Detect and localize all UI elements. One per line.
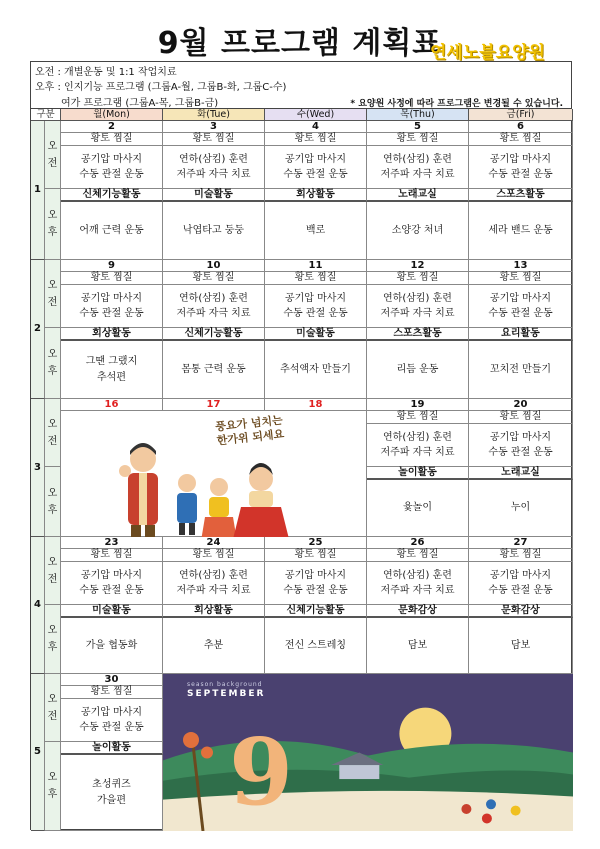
pm-program-cell: 담보 [367,618,469,674]
label-am: 오 전 [45,260,61,328]
org-name: 연세노블요양원 [430,43,545,63]
september-banner [163,674,573,831]
banner-number: 9 [229,718,294,826]
header-day-4: 목(Thu) [367,109,469,121]
header-day-5: 금(Fri) [469,109,573,121]
date-cell: 2 [61,121,163,133]
week-number: 4 [31,537,45,674]
pm-program-cell: 그땐 그랬지 추석편 [61,341,163,399]
pm-category-cell: 요리활동 [469,328,573,341]
change-notice: * 요양원 사정에 따라 프로그램은 변경될 수 있습니다. [350,99,563,109]
am-top-cell: 황토 찜질 [163,272,265,285]
week-number: 1 [31,121,45,260]
pm-category-cell: 노래교실 [367,189,469,202]
family-hanbok-icon [61,411,367,537]
am-program-cell: 공기압 마사지 수동 관절 운동 [265,146,367,189]
pm-category-cell: 놀이활동 [367,467,469,480]
pm-category-cell: 신체기능활동 [265,605,367,618]
date-cell: 4 [265,121,367,133]
date-cell: 12 [367,260,469,272]
pm-program-cell: 낙엽타고 둥둥 [163,202,265,260]
label-pm: 오 후 [45,467,61,537]
am-top-cell: 황토 찜질 [61,549,163,562]
info-box [30,61,572,108]
pm-program-cell: 가을 협동화 [61,618,163,674]
pm-program-cell: 추분 [163,618,265,674]
date-cell: 27 [469,537,573,549]
pm-category-cell: 스포츠활동 [469,189,573,202]
pm-program-cell: 몸통 근력 운동 [163,341,265,399]
date-cell: 3 [163,121,265,133]
holiday-greeting: 풍요가 넘치는 한가위 되세요 [214,413,285,448]
am-program-cell: 연하(삼킴) 훈련 저주파 자극 치료 [163,146,265,189]
holiday-illustration-area [61,411,367,537]
header-day-1: 월(Mon) [61,109,163,121]
am-top-cell: 황토 찜질 [367,411,469,424]
label-pm: 오 후 [45,328,61,399]
label-am: 오 전 [45,399,61,467]
am-program-cell: 공기압 마사지 수동 관절 운동 [265,562,367,605]
pm-program-cell: 꼬치전 만들기 [469,341,573,399]
am-program-cell: 공기압 마사지 수동 관절 운동 [61,699,163,742]
date-cell: 30 [61,674,163,686]
page-title: 9월 프로그램 계획표 [157,26,443,61]
info-line-am: 오전 : 개별운동 및 1:1 작업치료 [35,67,177,78]
pm-program-cell: 어깨 근력 운동 [61,202,163,260]
banner-caption: season background [187,681,263,688]
header-day-3: 수(Wed) [265,109,367,121]
date-cell: 16 [61,399,163,411]
week-number: 3 [31,399,45,537]
pm-program-cell: 리듬 운동 [367,341,469,399]
am-program-cell: 연하(삼킴) 훈련 저주파 자극 치료 [163,285,265,328]
label-pm: 오 후 [45,189,61,260]
header-day-2: 화(Tue) [163,109,265,121]
info-line-leisure-text: 여가 프로그램 (그룹A-목, 그룹B-금) [61,98,219,109]
pm-program-cell: 누이 [469,480,573,537]
am-top-cell: 황토 찜질 [469,549,573,562]
date-cell: 6 [469,121,573,133]
am-program-cell: 연하(삼킴) 훈련 저주파 자극 치료 [163,562,265,605]
date-cell: 18 [265,399,367,411]
am-top-cell: 황토 찜질 [163,133,265,146]
am-program-cell: 공기압 마사지 수동 관절 운동 [265,285,367,328]
pm-category-cell: 미술활동 [265,328,367,341]
label-pm: 오 후 [45,605,61,674]
date-cell: 17 [163,399,265,411]
am-program-cell: 공기압 마사지 수동 관절 운동 [61,562,163,605]
pm-category-cell: 회상활동 [163,605,265,618]
date-cell: 26 [367,537,469,549]
pm-category-cell: 미술활동 [163,189,265,202]
am-top-cell: 황토 찜질 [61,686,163,699]
am-top-cell: 황토 찜질 [367,133,469,146]
date-cell: 10 [163,260,265,272]
pm-program-cell: 전신 스트레칭 [265,618,367,674]
date-cell: 20 [469,399,573,411]
week-number: 5 [31,674,45,831]
date-cell: 5 [367,121,469,133]
am-top-cell: 황토 찜질 [61,272,163,285]
pm-program-cell: 윷놀이 [367,480,469,537]
am-top-cell: 황토 찜질 [265,549,367,562]
pm-program-cell: 초성퀴즈 가을편 [61,755,163,831]
week-number: 2 [31,260,45,399]
info-line-pm: 오후 : 인지기능 프로그램 (그룹A-월, 그룹B-화, 그룹C-수) [35,82,287,93]
am-program-cell: 공기압 마사지 수동 관절 운동 [469,285,573,328]
label-am: 오 전 [45,121,61,189]
pm-category-cell: 신체기능활동 [163,328,265,341]
pm-category-cell: 문화감상 [469,605,573,618]
pm-program-cell: 추석액자 만들기 [265,341,367,399]
am-program-cell: 공기압 마사지 수동 관절 운동 [469,424,573,467]
date-cell: 9 [61,260,163,272]
am-program-cell: 공기압 마사지 수동 관절 운동 [469,562,573,605]
am-program-cell: 연하(삼킴) 훈련 저주파 자극 치료 [367,285,469,328]
am-top-cell: 황토 찜질 [469,133,573,146]
label-am: 오 전 [45,537,61,605]
am-top-cell: 황토 찜질 [367,272,469,285]
pm-program-cell: 소양강 처녀 [367,202,469,260]
am-top-cell: 황토 찜질 [61,133,163,146]
date-cell: 13 [469,260,573,272]
header-gubun: 구분 [31,109,61,121]
pm-category-cell: 놀이활동 [61,742,163,755]
info-line-leisure [35,94,218,109]
banner-title: SEPTEMBER [187,689,266,699]
schedule-grid [30,108,572,830]
pm-program-cell: 세라 밴드 운동 [469,202,573,260]
am-top-cell: 황토 찜질 [265,133,367,146]
pm-category-cell: 신체기능활동 [61,189,163,202]
am-program-cell: 공기압 마사지 수동 관절 운동 [61,146,163,189]
am-program-cell: 연하(삼킴) 훈련 저주파 자극 치료 [367,146,469,189]
date-cell: 25 [265,537,367,549]
pm-category-cell: 문화감상 [367,605,469,618]
label-pm: 오 후 [45,742,61,831]
pm-program-cell: 담보 [469,618,573,674]
am-top-cell: 황토 찜질 [265,272,367,285]
am-program-cell: 공기압 마사지 수동 관절 운동 [61,285,163,328]
am-top-cell: 황토 찜질 [469,272,573,285]
am-program-cell: 연하(삼킴) 훈련 저주파 자극 치료 [367,562,469,605]
date-cell: 19 [367,399,469,411]
pm-category-cell: 노래교실 [469,467,573,480]
pm-category-cell: 미술활동 [61,605,163,618]
pm-category-cell: 회상활동 [265,189,367,202]
pm-program-cell: 백로 [265,202,367,260]
am-program-cell: 연하(삼킴) 훈련 저주파 자극 치료 [367,424,469,467]
am-top-cell: 황토 찜질 [367,549,469,562]
am-top-cell: 황토 찜질 [469,411,573,424]
pm-category-cell: 스포츠활동 [367,328,469,341]
date-cell: 11 [265,260,367,272]
am-program-cell: 공기압 마사지 수동 관절 운동 [469,146,573,189]
pm-category-cell: 회상활동 [61,328,163,341]
date-cell: 23 [61,537,163,549]
label-am: 오 전 [45,674,61,742]
am-top-cell: 황토 찜질 [163,549,265,562]
date-cell: 24 [163,537,265,549]
